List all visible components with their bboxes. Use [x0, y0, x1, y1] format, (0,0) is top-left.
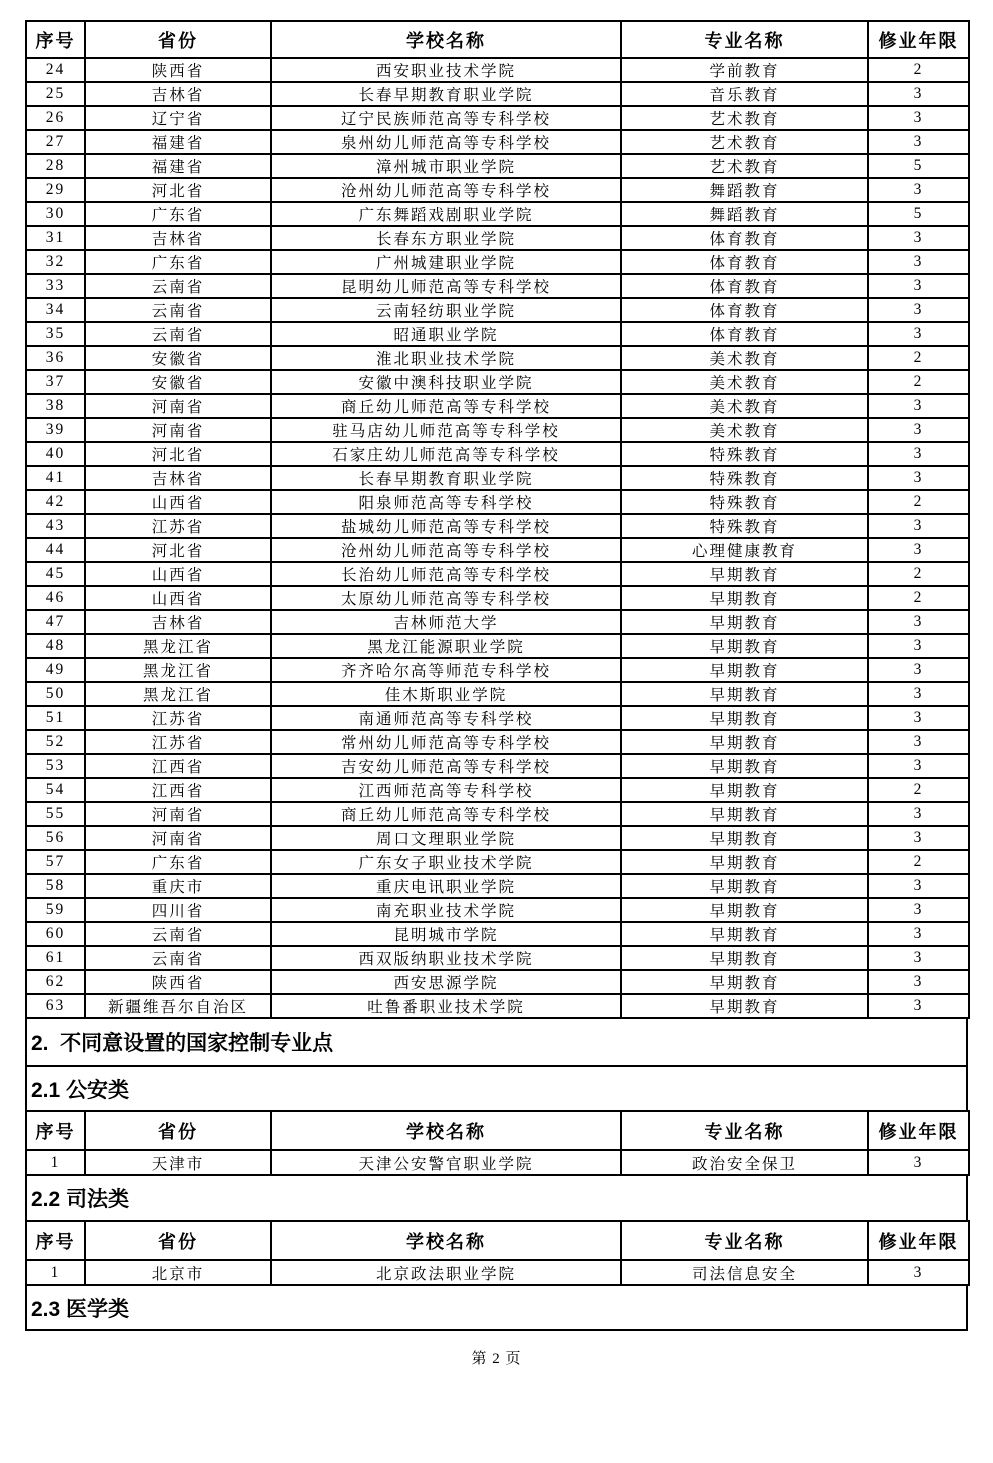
col-header-seq: 序号	[26, 1221, 85, 1260]
table-row	[26, 442, 969, 466]
cell-school: 长春早期教育职业学院	[271, 466, 621, 490]
cell-seq: 48	[26, 634, 85, 658]
table-row	[26, 82, 969, 106]
cell-province: 福建省	[85, 130, 271, 154]
col-header-years: 修业年限	[868, 21, 969, 58]
cell-years: 3	[868, 946, 969, 970]
cell-major: 早期教育	[621, 610, 868, 634]
cell-school: 南通师范高等专科学校	[271, 706, 621, 730]
cell-school: 西安职业技术学院	[271, 58, 621, 82]
cell-school: 安徽中澳科技职业学院	[271, 370, 621, 394]
cell-province: 江苏省	[85, 730, 271, 754]
section-2-heading	[25, 1017, 968, 1067]
cell-seq: 46	[26, 586, 85, 610]
cell-province: 陕西省	[85, 58, 271, 82]
cell-years: 3	[868, 730, 969, 754]
cell-major: 司法信息安全	[621, 1260, 868, 1285]
approved-majors-table	[25, 20, 970, 1019]
table-row	[26, 394, 969, 418]
table-row	[26, 658, 969, 682]
cell-school: 广东女子职业技术学院	[271, 850, 621, 874]
cell-major: 特殊教育	[621, 514, 868, 538]
cell-years: 3	[868, 874, 969, 898]
cell-seq: 62	[26, 970, 85, 994]
cell-major: 美术教育	[621, 370, 868, 394]
cell-school: 长治幼儿师范高等专科学校	[271, 562, 621, 586]
cell-years: 3	[868, 418, 969, 442]
section-2-3-title: 2.3 医学类	[31, 1297, 130, 1321]
document-page	[25, 20, 968, 1331]
cell-school: 昆明幼儿师范高等专科学校	[271, 274, 621, 298]
cell-province: 北京市	[85, 1260, 271, 1285]
cell-school: 南充职业技术学院	[271, 898, 621, 922]
cell-school: 泉州幼儿师范高等专科学校	[271, 130, 621, 154]
cell-years: 2	[868, 778, 969, 802]
cell-province: 河北省	[85, 442, 271, 466]
cell-seq: 63	[26, 994, 85, 1018]
table-row	[26, 778, 969, 802]
table-row	[26, 154, 969, 178]
table-row	[26, 322, 969, 346]
cell-school: 吉林师范大学	[271, 610, 621, 634]
table-row	[26, 514, 969, 538]
section-2-1-title: 2.1 公安类	[31, 1078, 130, 1102]
table-row	[26, 346, 969, 370]
cell-seq: 51	[26, 706, 85, 730]
cell-major: 心理健康教育	[621, 538, 868, 562]
cell-seq: 27	[26, 130, 85, 154]
cell-school: 商丘幼儿师范高等专科学校	[271, 802, 621, 826]
cell-province: 河南省	[85, 826, 271, 850]
cell-major: 艺术教育	[621, 154, 868, 178]
cell-years: 3	[868, 754, 969, 778]
cell-school: 阳泉师范高等专科学校	[271, 490, 621, 514]
cell-school: 江西师范高等专科学校	[271, 778, 621, 802]
cell-seq: 24	[26, 58, 85, 82]
cell-years: 3	[868, 970, 969, 994]
cell-seq: 49	[26, 658, 85, 682]
cell-province: 福建省	[85, 154, 271, 178]
table-row	[26, 130, 969, 154]
table-row	[26, 1260, 969, 1285]
cell-school: 盐城幼儿师范高等专科学校	[271, 514, 621, 538]
cell-province: 新疆维吾尔自治区	[85, 994, 271, 1018]
cell-school: 漳州城市职业学院	[271, 154, 621, 178]
cell-seq: 40	[26, 442, 85, 466]
col-header-province: 省份	[85, 21, 271, 58]
cell-years: 3	[868, 226, 969, 250]
cell-province: 吉林省	[85, 466, 271, 490]
public-security-table	[25, 1110, 970, 1176]
cell-major: 早期教育	[621, 802, 868, 826]
cell-province: 陕西省	[85, 970, 271, 994]
table-row	[26, 178, 969, 202]
cell-province: 江苏省	[85, 514, 271, 538]
cell-province: 山西省	[85, 490, 271, 514]
cell-province: 河北省	[85, 178, 271, 202]
cell-school: 驻马店幼儿师范高等专科学校	[271, 418, 621, 442]
cell-school: 西安思源学院	[271, 970, 621, 994]
section-2-title: 2. 不同意设置的国家控制专业点	[31, 1032, 334, 1055]
cell-seq: 29	[26, 178, 85, 202]
cell-province: 江西省	[85, 754, 271, 778]
table-row	[26, 874, 969, 898]
cell-seq: 50	[26, 682, 85, 706]
table-row	[26, 946, 969, 970]
cell-major: 特殊教育	[621, 442, 868, 466]
cell-school: 长春早期教育职业学院	[271, 82, 621, 106]
cell-major: 早期教育	[621, 898, 868, 922]
cell-seq: 39	[26, 418, 85, 442]
cell-major: 舞蹈教育	[621, 202, 868, 226]
cell-province: 吉林省	[85, 82, 271, 106]
cell-years: 3	[868, 994, 969, 1018]
cell-years: 3	[868, 610, 969, 634]
cell-school: 昆明城市学院	[271, 922, 621, 946]
cell-years: 3	[868, 274, 969, 298]
cell-major: 早期教育	[621, 946, 868, 970]
table-row	[26, 562, 969, 586]
cell-school: 淮北职业技术学院	[271, 346, 621, 370]
table-row	[26, 994, 969, 1018]
cell-school: 沧州幼儿师范高等专科学校	[271, 178, 621, 202]
cell-years: 3	[868, 250, 969, 274]
cell-school: 石家庄幼儿师范高等专科学校	[271, 442, 621, 466]
cell-major: 早期教育	[621, 850, 868, 874]
cell-major: 音乐教育	[621, 82, 868, 106]
cell-seq: 60	[26, 922, 85, 946]
cell-years: 5	[868, 154, 969, 178]
cell-seq: 53	[26, 754, 85, 778]
table-row	[26, 490, 969, 514]
cell-seq: 47	[26, 610, 85, 634]
cell-school: 辽宁民族师范高等专科学校	[271, 106, 621, 130]
cell-years: 3	[868, 682, 969, 706]
table-row	[26, 754, 969, 778]
col-header-years: 修业年限	[868, 1111, 969, 1150]
col-header-major: 专业名称	[621, 21, 868, 58]
cell-years: 3	[868, 442, 969, 466]
table-row	[26, 250, 969, 274]
cell-years: 3	[868, 706, 969, 730]
table-row	[26, 730, 969, 754]
judicial-table	[25, 1220, 970, 1286]
cell-years: 2	[868, 850, 969, 874]
cell-major: 体育教育	[621, 250, 868, 274]
table-row	[26, 706, 969, 730]
cell-major: 特殊教育	[621, 490, 868, 514]
cell-province: 云南省	[85, 274, 271, 298]
cell-seq: 43	[26, 514, 85, 538]
cell-years: 2	[868, 346, 969, 370]
cell-seq: 31	[26, 226, 85, 250]
cell-years: 2	[868, 562, 969, 586]
section-2-2-title: 2.2 司法类	[31, 1188, 130, 1211]
cell-province: 山西省	[85, 586, 271, 610]
cell-major: 早期教育	[621, 778, 868, 802]
cell-seq: 44	[26, 538, 85, 562]
cell-seq: 1	[26, 1260, 85, 1285]
cell-years: 3	[868, 658, 969, 682]
cell-seq: 34	[26, 298, 85, 322]
col-header-province: 省份	[85, 1221, 271, 1260]
cell-years: 3	[868, 826, 969, 850]
table-row	[26, 826, 969, 850]
cell-seq: 52	[26, 730, 85, 754]
cell-province: 四川省	[85, 898, 271, 922]
cell-province: 重庆市	[85, 874, 271, 898]
cell-school: 天津公安警官职业学院	[271, 1150, 621, 1175]
cell-school: 常州幼儿师范高等专科学校	[271, 730, 621, 754]
cell-school: 广东舞蹈戏剧职业学院	[271, 202, 621, 226]
cell-province: 辽宁省	[85, 106, 271, 130]
cell-years: 3	[868, 82, 969, 106]
cell-province: 云南省	[85, 322, 271, 346]
cell-years: 2	[868, 586, 969, 610]
cell-seq: 61	[26, 946, 85, 970]
cell-major: 艺术教育	[621, 106, 868, 130]
cell-major: 特殊教育	[621, 466, 868, 490]
cell-years: 3	[868, 514, 969, 538]
cell-years: 3	[868, 922, 969, 946]
table-row	[26, 274, 969, 298]
table-row	[26, 370, 969, 394]
cell-province: 河北省	[85, 538, 271, 562]
cell-province: 云南省	[85, 922, 271, 946]
table-row	[26, 898, 969, 922]
cell-seq: 33	[26, 274, 85, 298]
page-number: 第 2 页	[471, 1351, 522, 1367]
cell-years: 3	[868, 394, 969, 418]
cell-years: 3	[868, 634, 969, 658]
cell-years: 3	[868, 298, 969, 322]
cell-school: 昭通职业学院	[271, 322, 621, 346]
table-row	[26, 1150, 969, 1175]
cell-seq: 41	[26, 466, 85, 490]
cell-seq: 45	[26, 562, 85, 586]
cell-seq: 42	[26, 490, 85, 514]
col-header-major: 专业名称	[621, 1221, 868, 1260]
cell-seq: 32	[26, 250, 85, 274]
col-header-seq: 序号	[26, 21, 85, 58]
cell-major: 体育教育	[621, 322, 868, 346]
table-row	[26, 58, 969, 82]
cell-years: 3	[868, 466, 969, 490]
table-row	[26, 922, 969, 946]
cell-major: 早期教育	[621, 730, 868, 754]
cell-province: 江西省	[85, 778, 271, 802]
cell-province: 山西省	[85, 562, 271, 586]
cell-province: 安徽省	[85, 346, 271, 370]
cell-years: 3	[868, 538, 969, 562]
table-row	[26, 226, 969, 250]
cell-province: 云南省	[85, 946, 271, 970]
cell-seq: 37	[26, 370, 85, 394]
cell-province: 广东省	[85, 202, 271, 226]
cell-years: 3	[868, 802, 969, 826]
cell-years: 3	[868, 322, 969, 346]
cell-major: 美术教育	[621, 346, 868, 370]
cell-major: 艺术教育	[621, 130, 868, 154]
header-row	[26, 21, 969, 58]
cell-major: 体育教育	[621, 226, 868, 250]
col-header-major: 专业名称	[621, 1111, 868, 1150]
cell-seq: 57	[26, 850, 85, 874]
cell-seq: 1	[26, 1150, 85, 1175]
cell-major: 体育教育	[621, 298, 868, 322]
cell-province: 河南省	[85, 802, 271, 826]
cell-major: 早期教育	[621, 994, 868, 1018]
cell-school: 吐鲁番职业技术学院	[271, 994, 621, 1018]
cell-school: 北京政法职业学院	[271, 1260, 621, 1285]
section-2-3-heading	[25, 1284, 968, 1331]
cell-years: 3	[868, 106, 969, 130]
cell-school: 佳木斯职业学院	[271, 682, 621, 706]
cell-province: 安徽省	[85, 370, 271, 394]
table-row	[26, 202, 969, 226]
col-header-school: 学校名称	[271, 21, 621, 58]
cell-school: 云南轻纺职业学院	[271, 298, 621, 322]
col-header-seq: 序号	[26, 1111, 85, 1150]
cell-major: 早期教育	[621, 874, 868, 898]
cell-province: 江苏省	[85, 706, 271, 730]
cell-seq: 56	[26, 826, 85, 850]
cell-seq: 59	[26, 898, 85, 922]
cell-province: 天津市	[85, 1150, 271, 1175]
cell-province: 广东省	[85, 850, 271, 874]
cell-years: 2	[868, 58, 969, 82]
cell-school: 沧州幼儿师范高等专科学校	[271, 538, 621, 562]
cell-years: 3	[868, 130, 969, 154]
cell-school: 重庆电讯职业学院	[271, 874, 621, 898]
cell-years: 3	[868, 1150, 969, 1175]
table-row	[26, 106, 969, 130]
cell-major: 早期教育	[621, 562, 868, 586]
header-row	[26, 1111, 969, 1150]
cell-seq: 36	[26, 346, 85, 370]
cell-school: 西双版纳职业技术学院	[271, 946, 621, 970]
cell-years: 5	[868, 202, 969, 226]
cell-seq: 54	[26, 778, 85, 802]
cell-province: 吉林省	[85, 226, 271, 250]
cell-major: 早期教育	[621, 586, 868, 610]
cell-province: 河南省	[85, 418, 271, 442]
col-header-province: 省份	[85, 1111, 271, 1150]
cell-major: 早期教育	[621, 826, 868, 850]
table-row	[26, 634, 969, 658]
cell-school: 广州城建职业学院	[271, 250, 621, 274]
cell-province: 广东省	[85, 250, 271, 274]
section-2-1-heading	[25, 1065, 968, 1112]
col-header-school: 学校名称	[271, 1221, 621, 1260]
cell-major: 早期教育	[621, 634, 868, 658]
cell-major: 早期教育	[621, 970, 868, 994]
cell-major: 政治安全保卫	[621, 1150, 868, 1175]
table-row	[26, 682, 969, 706]
cell-school: 长春东方职业学院	[271, 226, 621, 250]
table-row	[26, 466, 969, 490]
cell-seq: 35	[26, 322, 85, 346]
table-row	[26, 538, 969, 562]
cell-major: 早期教育	[621, 754, 868, 778]
cell-seq: 28	[26, 154, 85, 178]
cell-province: 云南省	[85, 298, 271, 322]
cell-seq: 30	[26, 202, 85, 226]
cell-years: 3	[868, 898, 969, 922]
cell-years: 3	[868, 178, 969, 202]
cell-province: 黑龙江省	[85, 634, 271, 658]
header-row	[26, 1221, 969, 1260]
cell-major: 早期教育	[621, 922, 868, 946]
table-row	[26, 610, 969, 634]
cell-seq: 26	[26, 106, 85, 130]
cell-school: 黑龙江能源职业学院	[271, 634, 621, 658]
cell-years: 2	[868, 490, 969, 514]
table-row	[26, 970, 969, 994]
cell-school: 吉安幼儿师范高等专科学校	[271, 754, 621, 778]
cell-school: 周口文理职业学院	[271, 826, 621, 850]
cell-major: 美术教育	[621, 394, 868, 418]
cell-school: 商丘幼儿师范高等专科学校	[271, 394, 621, 418]
cell-major: 早期教育	[621, 682, 868, 706]
cell-province: 河南省	[85, 394, 271, 418]
cell-seq: 58	[26, 874, 85, 898]
cell-seq: 25	[26, 82, 85, 106]
table-row	[26, 802, 969, 826]
cell-major: 舞蹈教育	[621, 178, 868, 202]
cell-seq: 38	[26, 394, 85, 418]
cell-school: 太原幼儿师范高等专科学校	[271, 586, 621, 610]
cell-years: 3	[868, 1260, 969, 1285]
col-header-school: 学校名称	[271, 1111, 621, 1150]
table-row	[26, 298, 969, 322]
cell-province: 吉林省	[85, 610, 271, 634]
col-header-years: 修业年限	[868, 1221, 969, 1260]
cell-major: 学前教育	[621, 58, 868, 82]
cell-major: 早期教育	[621, 658, 868, 682]
cell-major: 体育教育	[621, 274, 868, 298]
cell-province: 黑龙江省	[85, 658, 271, 682]
table-row	[26, 586, 969, 610]
table-row	[26, 850, 969, 874]
cell-seq: 55	[26, 802, 85, 826]
cell-years: 2	[868, 370, 969, 394]
cell-school: 齐齐哈尔高等师范专科学校	[271, 658, 621, 682]
cell-province: 黑龙江省	[85, 682, 271, 706]
section-2-2-heading	[25, 1174, 968, 1222]
table-row	[26, 418, 969, 442]
cell-major: 美术教育	[621, 418, 868, 442]
cell-major: 早期教育	[621, 706, 868, 730]
